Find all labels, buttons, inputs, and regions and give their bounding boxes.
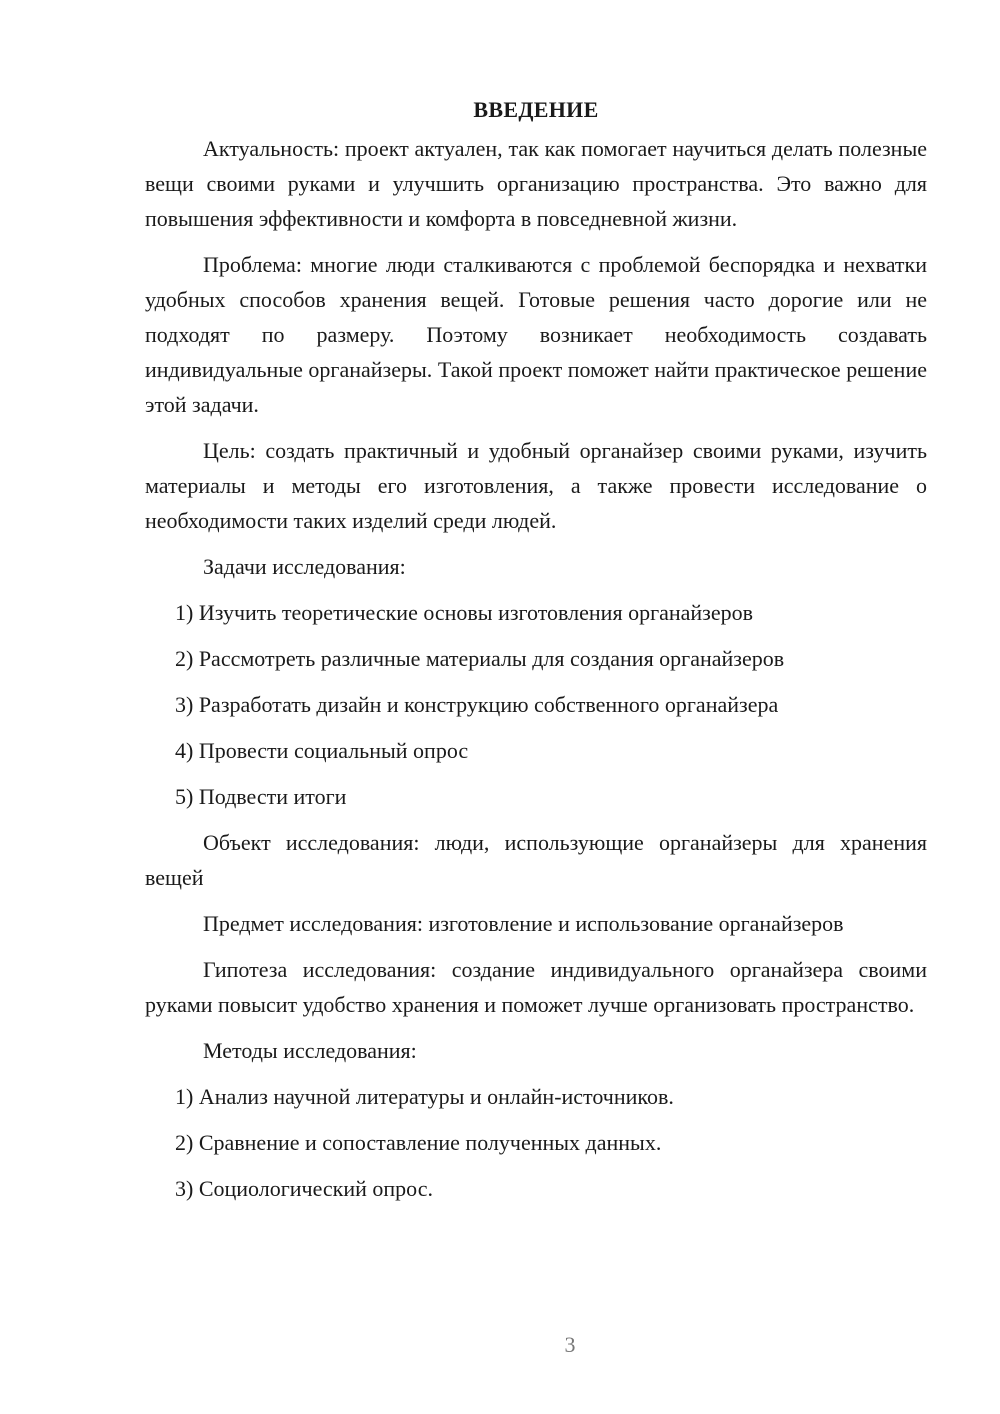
tasks-heading: Задачи исследования: [203,554,406,579]
method-item: 1) Анализ научной литературы и онлайн-источников. [175,1084,674,1109]
task-item: 4) Провести социальный опрос [175,738,469,763]
relevance-paragraph: Актуальность: проект актуален, так как помогает научиться делать полезные вещи своими руками и улучшить организацию пространства. Это важно для повышения эффективности и комфорта в повседневной жизни. [145,136,927,231]
task-item: 2) Рассмотреть различные материалы для создания органайзеров [175,646,785,671]
page-number: 3 [564,1332,576,1357]
task-item: 3) Разработать дизайн и конструкцию собственного органайзера [175,692,779,717]
task-item: 1) Изучить теоретические основы изготовления органайзеров [175,600,754,625]
section-title: ВВЕДЕНИЕ [473,97,599,122]
method-item: 3) Социологический опрос. [175,1176,433,1201]
method-item: 2) Сравнение и сопоставление полученных данных. [175,1130,662,1155]
task-item: 5) Подвести итоги [175,784,347,809]
page-content [145,92,927,1217]
methods-heading: Методы исследования: [203,1038,417,1063]
hypothesis-paragraph: Гипотеза исследования: создание индивидуального органайзера своими руками повысит удобство хранения и поможет лучше организовать пространство. [145,957,927,1017]
subject-paragraph: Предмет исследования: изготовление и использование органайзеров [203,911,844,936]
problem-paragraph: Проблема: многие люди сталкиваются с проблемой беспорядка и нехватки удобных способов хранения вещей. Готовые решения часто дорогие или не подходят по размеру. Поэтому возникает необходимость создавать индивидуальные органайзеры. Такой проект поможет найти практическое решение этой задачи. [145,252,927,417]
object-paragraph: Объект исследования: люди, использующие органайзеры для хранения вещей [145,830,927,890]
goal-paragraph: Цель: создать практичный и удобный органайзер своими руками, изучить материалы и методы его изготовления, а также провести исследование о необходимости таких изделий среди людей. [145,438,927,533]
